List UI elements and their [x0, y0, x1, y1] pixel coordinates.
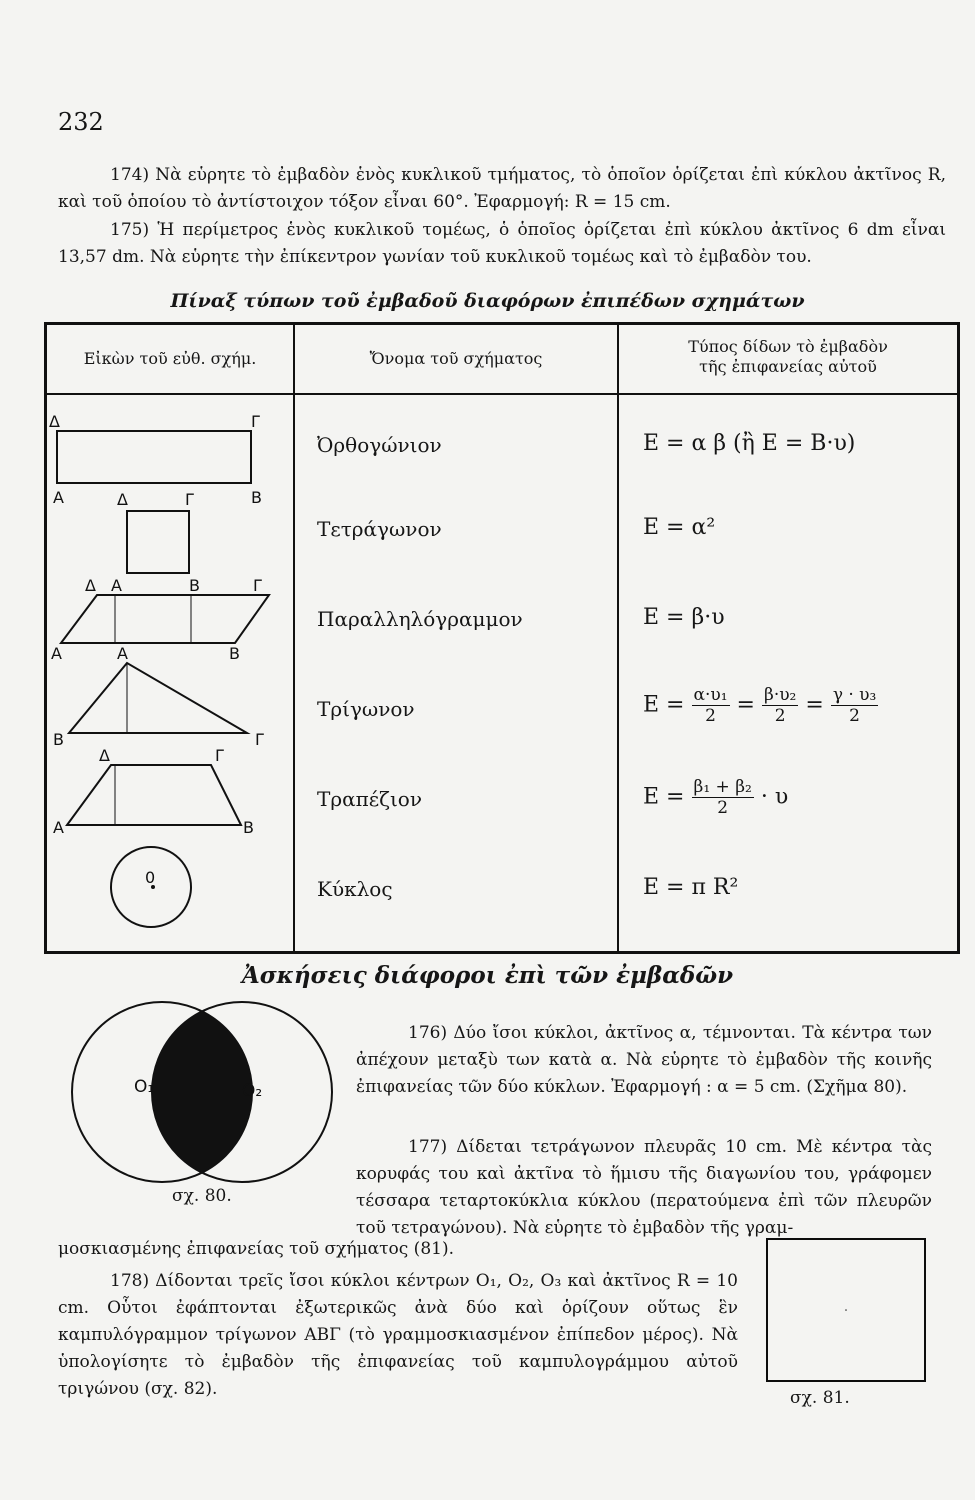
fraction-denominator: 2: [774, 706, 786, 726]
exercise-175: [58, 217, 946, 271]
fraction-numerator: β₁ + β₂: [693, 777, 752, 797]
header-formula-line1: Τύπος δίδων τὸ ἐμβαδὸν: [688, 337, 888, 356]
vertex-label: Δ: [49, 412, 60, 431]
exercise-175-text: 175) Ἡ περίμετρος ἑνὸς κυκλικοῦ τομέως, ὁ ὁποῖος ὁρίζεται ἐπὶ κύκλου ἀκτῖνος 6 dm εἶναι 13,57 dm. Νὰ εὑρητε τὴν ἐπίκεντρον γωνίαν τοῦ κυκλικοῦ τομέως καὶ τὸ ἐμβαδὸν του.: [58, 220, 946, 267]
formula-table: [44, 322, 960, 954]
figure-81: [766, 1238, 926, 1382]
fraction: [692, 777, 754, 818]
name-rectangle: Ὀρθογώνιον: [317, 433, 442, 457]
vertex-label: Γ: [215, 746, 224, 765]
vertex-label: Α: [51, 644, 62, 663]
fraction: [692, 685, 730, 726]
vertex-label: Α: [117, 644, 128, 663]
name-trapezoid: Τραπέζιον: [317, 787, 422, 811]
exercise-178-text: 178) Δίδονται τρεῖς ἴσοι κύκλοι κέντρων O₁, O₂, O₃ καὶ ἀκτῖνος R = 10 cm. Οὗτοι ἐφάπτονται ἐξωτερικῶς ἀνὰ δύο καὶ ὁρίζουν οὕτως ἓν καμπυλόγραμμον τρίγωνον ΑΒΓ (τὸ γραμμοσκιασμένον ἐπίπεδον μέρος). Νὰ ὑπολογίσητε τὸ ἐμβαδὸν τῆς ἐπιφανείας τοῦ καμπυλογράμμου αὐτοῦ τριγώνου (σχ. 82).: [58, 1271, 738, 1399]
exercise-177-text: 177) Δίδεται τετράγωνον πλευρᾶς 10 cm. Μὲ κέντρα τὰς κορυφάς του καὶ ἀκτῖνα τὸ ἥμισυ τῆς διαγωνίου του, γράφομεν τέσσαρα τεταρτοκύκλια κύκλου (περατούμενα ἐπὶ τῶν πλευρῶν τοῦ τετραγώνου). Νὰ εὑρητε τὸ ἐμβαδὸν τῆς γραμ-: [356, 1137, 932, 1238]
fraction-numerator: γ · υ₃: [832, 685, 877, 705]
exercise-176: [356, 1020, 932, 1101]
lens-intersection: [152, 1012, 252, 1173]
figure-81-caption: σχ. 81.: [790, 1388, 850, 1408]
trapezoid-figure: [53, 746, 254, 837]
vertex-label: Γ: [251, 412, 260, 431]
figure-80: [62, 1000, 352, 1210]
vertex-label: Β: [189, 576, 200, 595]
vertex-label: Β: [53, 730, 64, 749]
fraction-denominator: 2: [849, 706, 860, 726]
circle-center-label: 0: [145, 868, 156, 887]
label-o1: O₁: [134, 1077, 155, 1097]
vertex-label: Β: [251, 488, 262, 507]
vertex-label: Γ: [253, 576, 262, 595]
name-triangle: Τρίγωνον: [317, 697, 415, 721]
circle-figure: [111, 847, 191, 927]
vertex-label: Α: [111, 576, 122, 595]
vertex-label: Β: [229, 644, 240, 663]
rectangle-figure: [49, 412, 262, 507]
label-o2: O₂: [242, 1081, 263, 1101]
exercise-174: [58, 162, 946, 216]
formula-trapezoid-prefix: Ε =: [643, 784, 685, 810]
exercise-176-text: 176) Δύο ἴσοι κύκλοι, ἀκτῖνος α, τέμνονται. Τὰ κέντρα των ἀπέχουν μεταξὺ των κατὰ α. Νὰ εὑρητε τὸ ἐμβαδὸν τῆς κοινῆς ἐπιφανείας τῶν δύο κύκλων. Ἐφαρμογή : α = 5 cm. (Σχῆμα 80).: [356, 1023, 932, 1097]
vertex-label: Γ: [185, 490, 194, 509]
fraction-denominator: 2: [717, 798, 729, 818]
shape-figures: [47, 325, 293, 951]
formula-trapezoid-suffix: · υ: [760, 784, 789, 810]
exercise-174-text: 174) Νὰ εὑρητε τὸ ἐμβαδὸν ἑνὸς κυκλικοῦ τμήματος, τὸ ὁποῖον ὁρίζεται ἐπὶ κύκλου ἀκτῖνος R, καὶ τοῦ ὁποίου τὸ ἀντίστοιχον τόξον εἶναι 60°. Ἐφαρμογή: R = 15 cm.: [58, 165, 946, 212]
parallelogram-figure: [51, 576, 269, 663]
header-formula: [619, 337, 957, 377]
exercise-177-continued-text: μοσκιασμένης ἐπιφανείας τοῦ σχήματος (81).: [58, 1239, 454, 1259]
vertex-label: Β: [243, 818, 254, 837]
equals-sign: =: [736, 692, 755, 718]
header-formula-line2: τῆς ἐπιφανείας αὐτοῦ: [699, 357, 877, 376]
exercise-178: [58, 1268, 738, 1403]
header-figure: Εἰκὼν τοῦ εὐθ. σχήμ.: [83, 349, 257, 368]
fraction-denominator: 2: [705, 706, 716, 726]
formula-parallelogram: Ε = β·υ: [643, 605, 725, 630]
fraction: [831, 685, 879, 726]
page-number: 232: [58, 108, 104, 136]
exercise-177-continued: [58, 1236, 738, 1263]
vertex-label: Δ: [99, 746, 110, 765]
name-circle: Κύκλος: [317, 877, 393, 901]
name-parallelogram: Παραλληλόγραμμον: [317, 607, 523, 631]
formula-triangle: [643, 685, 878, 726]
section-title: Ἀσκήσεις διάφοροι ἐπὶ τῶν ἐμβαδῶν: [241, 962, 734, 989]
fraction-numerator: β·υ₂: [763, 685, 797, 705]
name-square: Τετράγωνον: [317, 517, 442, 541]
formula-square: Ε = α²: [643, 515, 716, 540]
vertex-label: Δ: [117, 490, 128, 509]
vertex-label: Γ: [255, 730, 264, 749]
vertex-label: Α: [53, 488, 64, 507]
fraction-numerator: α·υ₁: [693, 685, 728, 705]
figure-80-caption: σχ. 80.: [172, 1186, 232, 1206]
square-figure: [117, 490, 194, 573]
vertex-label: Δ: [85, 576, 96, 595]
column-divider: [617, 325, 619, 951]
formula-circle: Ε = π R²: [643, 875, 739, 900]
equals-sign: =: [805, 692, 824, 718]
vertex-label: Α: [53, 818, 64, 837]
formula-triangle-prefix: Ε =: [643, 692, 685, 718]
exercise-177: [356, 1134, 932, 1242]
table-title: Πίναξ τύπων τοῦ ἐμβαδοῦ διαφόρων ἐπιπέδων σχημάτων: [170, 290, 805, 312]
formula-trapezoid: [643, 777, 788, 818]
column-divider: [293, 325, 295, 951]
header-name: Ὄνομα τοῦ σχήματος: [369, 349, 543, 368]
formula-rectangle: Ε = α β (ἢ Ε = Β·υ): [643, 431, 856, 456]
fraction: [762, 685, 798, 726]
